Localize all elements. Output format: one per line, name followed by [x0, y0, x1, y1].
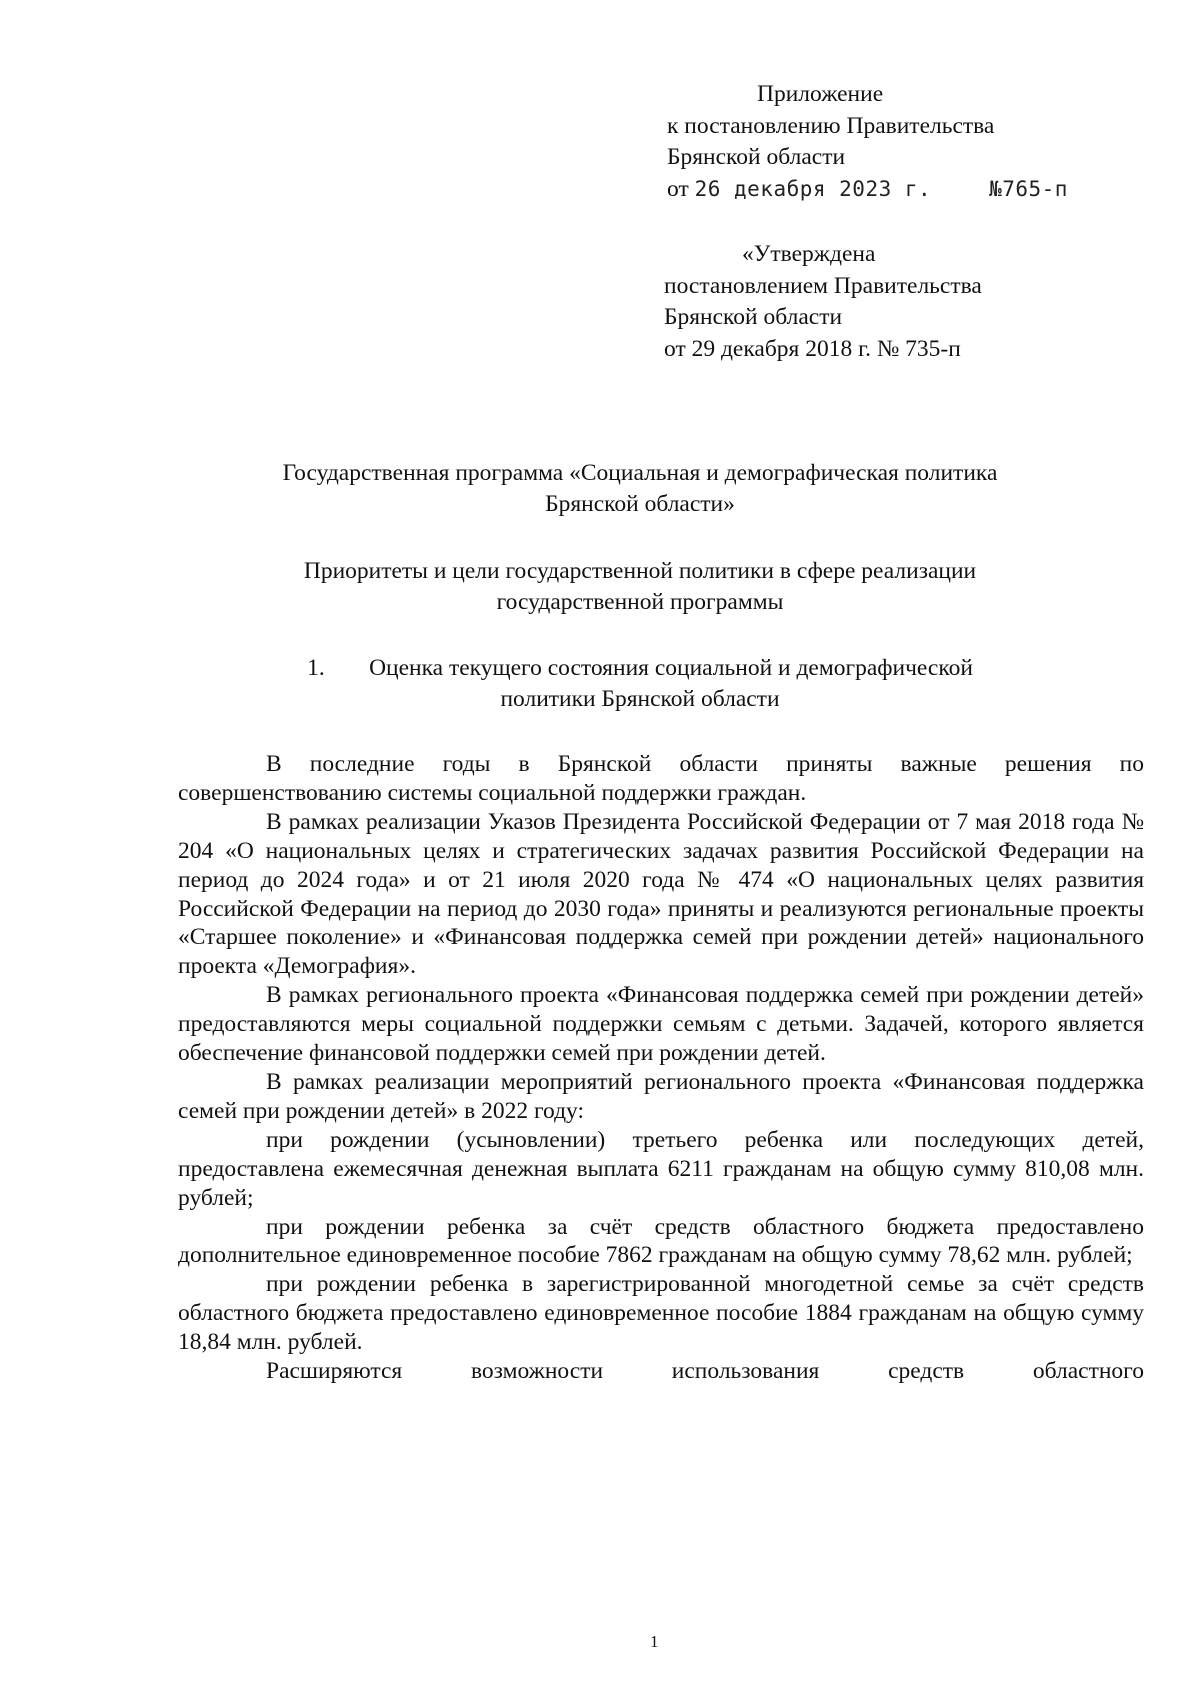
priorities-title-line-2: государственной программы — [496, 589, 784, 615]
appendix-number: №765-п — [989, 176, 1068, 201]
priorities-title-line-1: Приоритеты и цели государственной политики в сфере реализации — [303, 558, 977, 584]
appendix-line-3: Брянской области — [667, 144, 846, 170]
appendix-date-prefix: от — [667, 175, 689, 202]
paragraph-8: Расширяются возможности использования средств областного — [266, 1358, 1144, 1385]
appendix-header — [667, 79, 1068, 205]
paragraph-4: В рамках реализации мероприятий регионального проекта «Финансовая поддержка семей при рождении детей» в 2022 году: — [178, 1068, 1144, 1124]
paragraph-7: при рождении ребенка в зарегистрированной многодетной семье за счёт средств областного бюджета предоставлено единовременное пособие 1884 гражданам на общую сумму 18,84 млн. рублей. — [178, 1271, 1144, 1356]
program-title — [190, 458, 1090, 520]
section-heading-line-1 — [190, 653, 1090, 684]
approved-line-4: от 29 декабря 2018 г. № 735-п — [664, 335, 961, 362]
section-heading-line-2: политики Брянской области — [500, 686, 780, 712]
program-title-line-1: Государственная программа «Социальная и демографическая политика — [282, 460, 998, 486]
appendix-title: Приложение — [757, 81, 884, 107]
appendix-date: 26 декабря 2023 г. — [694, 176, 932, 201]
paragraph-2: В рамках реализации Указов Президента Российской Федерации от 7 мая 2018 года № 204 «О национальных целях и стратегических задачах развития Российской Федерации на период до 2024 года» и от 21 июля 2020 года № 474 «О национальных целях развития Российской Федерации на период до 2030 года» приняты и реализуются региональные проекты «Старшее поколение» и «Финансовая поддержка семей при рождении детей» национального проекта «Демография». — [178, 808, 1144, 980]
paragraph-6: при рождении ребенка за счёт средств областного бюджета предоставлено дополнительное единовременное пособие 7862 гражданам на общую сумму 78,62 млн. рублей; — [178, 1213, 1144, 1269]
approved-line-2: постановлением Правительства — [664, 272, 982, 299]
program-title-line-2: Брянской области» — [545, 491, 735, 517]
body-text — [178, 750, 1144, 1386]
paragraph-5: при рождении (усыновлении) третьего ребенка или последующих детей, предоставлена ежемесячная денежная выплата 6211 гражданам на общую сумму 810,08 млн. рублей; — [178, 1126, 1144, 1211]
paragraph-1: В последние годы в Брянской области приняты важные решения по совершенствованию системы социальной поддержки граждан. — [178, 751, 1144, 806]
paragraph-3: В рамках регионального проекта «Финансовая поддержка семей при рождении детей» предоставляются меры социальной поддержки семьям с детьми. Задачей, которого является обеспечение финансовой поддержки семей при рождении детей. — [178, 982, 1144, 1067]
approved-title: «Утверждена — [742, 241, 876, 267]
approved-line-3: Брянской области — [664, 304, 843, 330]
approved-header — [664, 239, 982, 365]
appendix-line-2: к постановлению Правительства — [667, 112, 995, 139]
section-title-text: Оценка текущего состояния социальной и демографической — [369, 655, 973, 681]
priorities-title — [190, 556, 1090, 618]
section-heading — [190, 653, 1090, 715]
page-number: 1 — [650, 1632, 659, 1651]
section-number: 1. — [307, 655, 325, 681]
appendix-date-line — [667, 174, 1068, 206]
